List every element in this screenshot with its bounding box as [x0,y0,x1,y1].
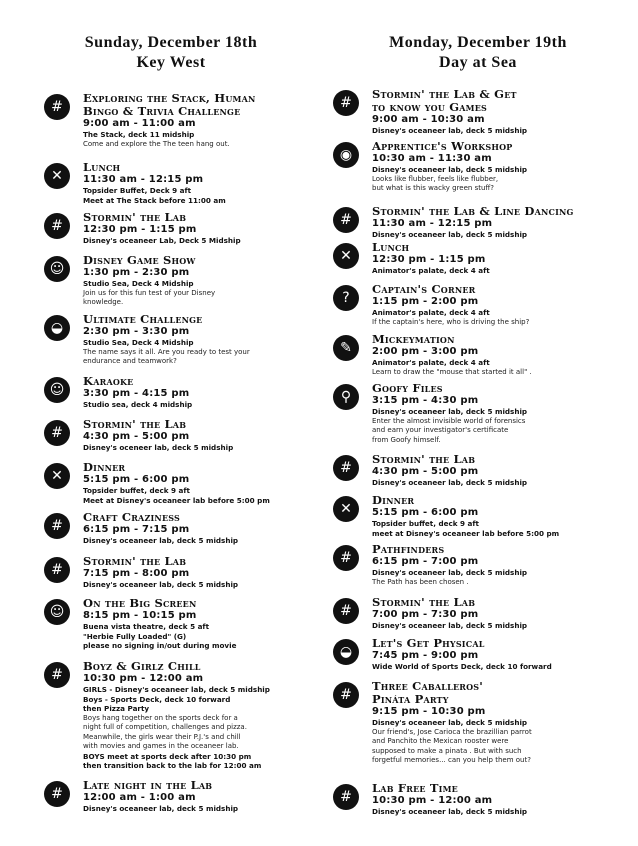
event-title: to know you Games [372,100,487,114]
event-details [372,680,623,766]
event-location: Topsider Buffet, Deck 9 aft [83,186,192,195]
event-details [372,283,623,327]
event-description: but what is this wacky green stuff? [372,184,494,192]
event-location: Disney's oceaneer lab, deck 5 midship [372,718,528,727]
event-location: Boys - Sports Deck, deck 10 forward [83,694,231,704]
event-description: Looks like flubber, feels like flubber, [372,174,499,183]
event-title: Ultimate Challenge [83,312,203,326]
event-details [372,782,623,817]
event-description: supposed to make a pinata . But with such [372,746,522,755]
event-location: Disney's oceaneer lab, deck 5 midship [372,621,528,630]
event-details [83,375,302,410]
event-description: The Path has been chosen . [372,577,469,586]
event-location: Topsider buffet, deck 9 aft [372,519,479,528]
event-title: Goofy Files [372,381,443,395]
event-location: Meet at The Stack before 11:00 am [83,195,226,205]
grid-icon: # [333,455,359,481]
event-details [83,313,302,367]
event-details [372,382,623,445]
event-details [372,88,623,136]
grid-icon: # [44,557,70,583]
event-details [83,254,302,308]
event-description: Boys hang together on the sports deck for a [83,713,238,722]
event-title: Karaoke [83,374,134,388]
sunday-heading [40,33,302,73]
event-time: 7:15 pm - 8:00 pm [83,568,190,579]
event-description: Enter the almost invisible world of forensics [372,416,526,425]
event-location: then Pizza Party [83,704,150,713]
event-title: Late night in the Lab [83,778,213,792]
event-location: Wide World of Sports Deck, deck 10 forward [372,662,552,671]
event-location: Animator's palate, deck 4 aft [372,266,490,275]
event-location: Disney's oceaneer lab, deck 5 midship [372,568,528,577]
event-details [372,637,623,672]
event-details [372,543,623,587]
event-description: Our friend's, Jose Carioca the brazillian parrot [372,727,532,736]
event-details [372,205,623,240]
event-time: 6:15 pm - 7:00 pm [372,556,479,567]
grid-icon: # [44,94,70,120]
event-location: Animator's palate, deck 4 aft [372,358,490,367]
event-title: Stormin' the Lab [83,210,187,224]
fork-knife-icon: ✕ [333,243,359,269]
event-note: then transition back to the lab for 12:00 am [83,761,262,770]
event-time: 5:15 pm - 6:00 pm [83,474,190,485]
grid-icon: # [44,213,70,239]
event-title: Dinner [372,493,415,507]
event-description: with movies and games in the oceaneer lab. [83,742,239,750]
event-time: 11:30 am - 12:15 pm [372,218,493,229]
event-details [83,779,302,814]
event-details [372,494,623,538]
event-description: and earn your investigator's certificate [372,426,509,434]
event-details [372,596,623,631]
event-title: Dinner [83,460,126,474]
event-time: 12:30 pm - 1:15 pm [83,224,197,235]
event-location: Studio Sea, Deck 4 Midship [83,279,194,288]
event-time: 12:00 am - 1:00 am [83,792,196,803]
event-title: Craft Craziness [83,510,181,524]
grid-icon: # [333,207,359,233]
event-time: 7:00 pm - 7:30 pm [372,609,479,620]
event-location: Disney's oceaneer lab, deck 5 midship [372,126,528,135]
event-description: endurance and teamwork? [83,357,177,365]
fork-knife-icon: ✕ [44,463,70,489]
football-icon: ◒ [44,315,70,341]
event-title: Lunch [372,240,410,254]
grid-icon: # [44,420,70,446]
event-details [372,333,623,377]
event-time: 6:15 pm - 7:15 pm [83,524,190,535]
event-description: from Goofy himself. [372,435,441,444]
event-location: Animator's palate, deck 4 aft [372,308,490,317]
sunday-date: Sunday, December 18th [84,34,258,51]
sunday-location: Key West [136,54,206,71]
event-time: 7:45 pm - 9:00 pm [372,650,479,661]
fork-knife-icon: ✕ [333,496,359,522]
grid-icon: # [333,598,359,624]
event-details [372,241,623,276]
event-description: If the captain's here, who is driving the ship? [372,317,530,326]
event-description: Learn to draw the "mouse that started it all" . [372,367,532,376]
football-icon: ◒ [333,639,359,665]
event-details [83,597,302,651]
event-location: GIRLS - Disney's oceaneer lab, deck 5 midship [83,685,270,694]
event-description: The name says it all. Are you ready to test your [83,347,250,356]
event-title: Disney Game Show [83,253,196,267]
grid-icon: # [333,682,359,708]
event-time: 4:30 pm - 5:00 pm [83,431,190,442]
event-details [83,461,302,505]
event-details [83,211,302,246]
monday-date: Monday, December 19th [389,34,567,51]
event-title: Lab Free Time [372,781,458,795]
event-location: The Stack, deck 11 midship [83,130,195,139]
event-title: Stormin' the Lab [83,417,187,431]
event-title: Apprentice's Workshop [372,139,513,153]
monday-location: Day at Sea [439,54,517,71]
event-time: 9:00 am - 10:30 am [372,114,485,125]
event-title: Boyz & Girlz Chill [83,659,201,673]
event-time: 10:30 pm - 12:00 am [83,673,204,684]
event-time: 3:30 pm - 4:15 pm [83,388,190,399]
event-title: On the Big Screen [83,596,197,610]
monday-heading [333,33,623,73]
event-title: Pathfinders [372,542,445,556]
event-description: night full of competition, challenges and pizza. [83,723,247,731]
event-location: meet at Disney's oceaneer lab before 5:00 pm [372,528,560,538]
event-details [83,418,302,453]
event-location: Disney's oceaneer lab, deck 5 midship [372,407,528,416]
event-title: Let's Get Physical [372,636,485,650]
event-location: Studio Sea, Deck 4 Midship [83,338,194,347]
paint-palette-icon: ✎ [333,335,359,361]
event-time: 8:15 pm - 10:15 pm [83,610,197,621]
event-location: Disney's oceaneer lab, deck 5 midship [372,230,528,239]
event-location: Meet at Disney's oceaneer lab before 5:00 pm [83,495,270,505]
theater-masks-icon: ☺ [44,599,70,625]
grid-icon: # [44,513,70,539]
event-location: Disney's oceaneer lab, deck 5 midship [372,165,528,174]
event-location: Buena vista theatre, deck 5 aft [83,622,209,631]
event-location: please no signing in/out during movie [83,641,237,650]
event-location: Studio sea, deck 4 midship [83,400,193,409]
event-details [83,92,302,149]
event-title: Stormin' the Lab & Line Dancing [372,204,574,218]
event-title: Stormin' the Lab [372,595,476,609]
grid-icon: # [44,662,70,688]
event-title: Stormin' the Lab & Get [372,87,517,101]
event-details [83,161,302,205]
event-time: 3:15 pm - 4:30 pm [372,395,479,406]
event-title: Mickeymation [372,332,455,346]
event-details [83,511,302,546]
event-title: Captain's Corner [372,282,476,296]
event-time: 10:30 am - 11:30 am [372,153,492,164]
event-time: 5:15 pm - 6:00 pm [372,507,479,518]
event-location: Disney's oceaneer Lab, Deck 5 Midship [83,236,241,245]
event-details [83,555,302,590]
grid-icon: # [44,781,70,807]
event-location: Disney's oceaneer lab, deck 5 midship [83,804,239,813]
event-description: Join us for this fun test of your Disney [83,288,216,297]
event-time: 11:30 am - 12:15 pm [83,174,204,185]
event-time: 2:30 pm - 3:30 pm [83,326,190,337]
event-title: Stormin' the Lab [83,554,187,568]
event-time: 1:15 pm - 2:00 pm [372,296,479,307]
event-details [372,453,623,488]
event-description: and Panchito the Mexican rooster were [372,737,509,745]
grid-icon: # [333,545,359,571]
event-details [83,660,302,771]
event-location: Disney's oceaneer lab, deck 5 midship [83,536,239,545]
event-time: 10:30 pm - 12:00 am [372,795,493,806]
event-time: 9:15 pm - 10:30 pm [372,706,486,717]
event-time: 1:30 pm - 2:30 pm [83,267,190,278]
event-title: Exploring the Stack, Human [83,91,256,105]
event-location: Disney's oceaneer lab, deck 5 midship [372,478,528,487]
event-description: Come and explore the The teen hang out. [83,139,230,148]
event-title: Lunch [83,160,121,174]
grid-icon: # [333,90,359,116]
magnifier-icon: ⚲ [333,384,359,410]
grid-icon: # [333,784,359,810]
event-time: 4:30 pm - 5:00 pm [372,466,479,477]
event-details [372,140,623,194]
fork-knife-icon: ✕ [44,163,70,189]
event-time: 12:30 pm - 1:15 pm [372,254,486,265]
theater-masks-icon: ☺ [44,377,70,403]
event-time: 2:00 pm - 3:00 pm [372,346,479,357]
event-note: BOYS meet at sports deck after 10:30 pm [83,751,252,761]
event-time: 9:00 am - 11:00 am [83,118,196,129]
event-location: Disney's oceneer lab, deck 5 midship [83,443,234,452]
event-location: Disney's oceaneer lab, deck 5 midship [372,807,528,816]
event-location: "Herbie Fully Loaded" (G) [83,631,187,641]
event-title: Bingo & Trivia Challenge [83,104,241,118]
event-description: forgetful memories... can you help them out? [372,756,531,764]
event-title: Pináta Party [372,692,449,706]
event-description: knowledge. [83,298,124,306]
question-mark-icon: ? [333,285,359,311]
event-location: Disney's oceaneer lab, deck 5 midship [83,580,239,589]
event-description: Meanwhile, the girls wear their P.J.'s and chill [83,732,241,741]
planet-icon: ◉ [333,142,359,168]
event-title: Stormin' the Lab [372,452,476,466]
event-location: Topsider buffet, deck 9 aft [83,486,190,495]
event-title: Three Caballeros' [372,679,483,693]
theater-masks-icon: ☺ [44,256,70,282]
